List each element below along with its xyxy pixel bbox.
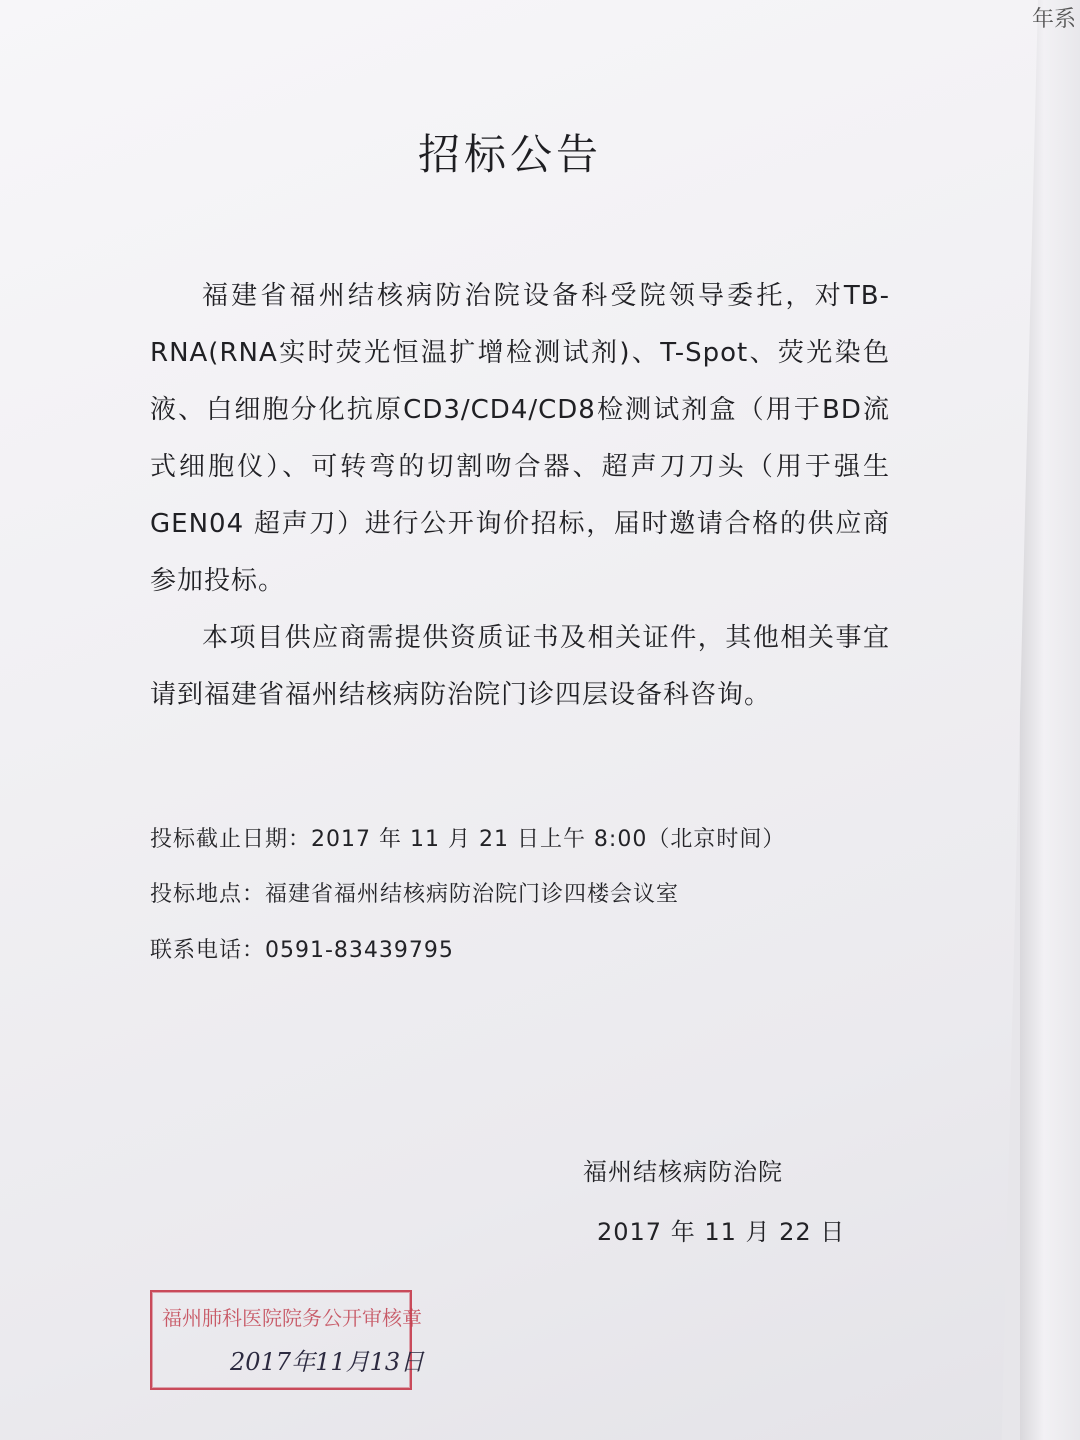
review-stamp (150, 1290, 425, 1390)
corner-text-fragment: 年系 (1031, 7, 1076, 32)
issuer-name: 福州结核病防治院 (583, 1158, 783, 1186)
notice-paragraph-1: 福建省福州结核病防治院设备科受院领导委托，对TB-RNA(RNA实时荧光恒温扩增检测试剂)、T-Spot、荧光染色液、白细胞分化抗原CD3/CD4/CD8检测试剂盒（用于BD流式细胞仪）、可转弯的切割吻合器、超声刀刀头（用于强生GEN04 超声刀）进行公开询价招标，届时邀请合格的供应商参加投标。 (150, 281, 890, 596)
notice-title: 招标公告 (417, 130, 602, 179)
stamp-handwritten-date: 2017年11月13日 (230, 1348, 425, 1376)
issue-date: 2017 年 11 月 22 日 (597, 1218, 846, 1246)
notice-paragraph-2: 本项目供应商需提供资质证书及相关证件，其他相关事宜请到福建省福州结核病防治院门诊四层设备科咨询。 (150, 623, 890, 710)
contact-phone: 联系电话：0591-83439795 (150, 938, 454, 963)
stamp-text: 福州肺科医院院务公开审核章 (162, 1306, 422, 1330)
bid-deadline: 投标截止日期：2017 年 11 月 21 日上午 8:00（北京时间） (150, 827, 786, 852)
notice-body (150, 268, 890, 724)
bid-location: 投标地点：福建省福州结核病防治院门诊四楼会议室 (150, 882, 680, 907)
